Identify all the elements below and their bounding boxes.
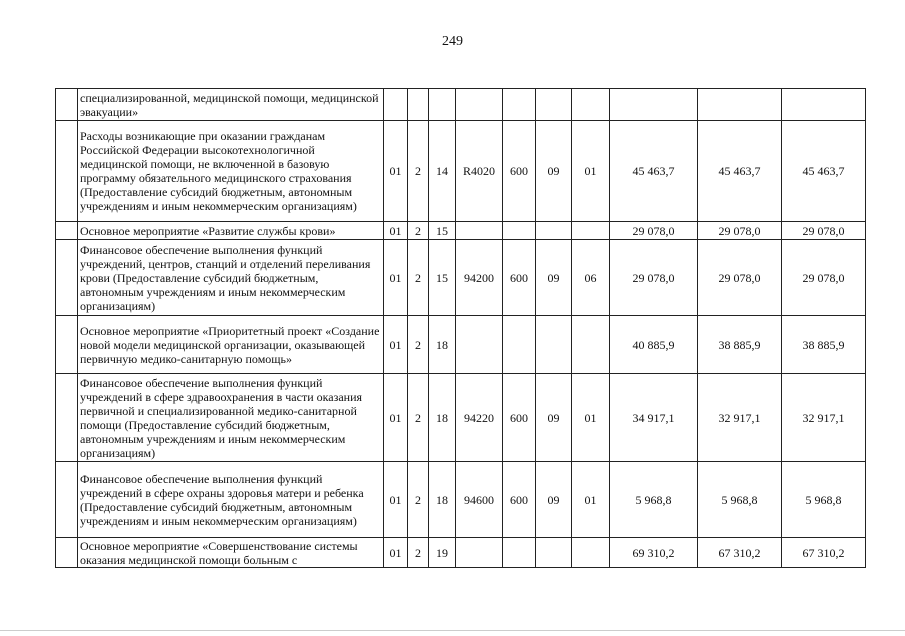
code-direction [456, 89, 503, 121]
code-subsection [572, 316, 610, 374]
code-expense-type [503, 222, 536, 240]
amount-year-2: 29 078,0 [698, 240, 782, 316]
amount-year-2: 67 310,2 [698, 538, 782, 568]
row-marker-cell [56, 462, 78, 538]
page-bottom-edge [0, 630, 905, 631]
amount-year-3: 38 885,9 [782, 316, 866, 374]
code-expense-type: 600 [503, 462, 536, 538]
code-subprogram: 2 [408, 240, 429, 316]
code-direction [456, 222, 503, 240]
code-activity [429, 89, 456, 121]
code-subprogram: 2 [408, 121, 429, 222]
code-ministry: 01 [384, 121, 408, 222]
code-subsection: 01 [572, 462, 610, 538]
code-expense-type: 600 [503, 240, 536, 316]
code-direction [456, 316, 503, 374]
code-expense-type: 600 [503, 121, 536, 222]
table-row [56, 222, 866, 240]
table-row [56, 240, 866, 316]
code-section [536, 222, 572, 240]
row-marker-cell [56, 89, 78, 121]
row-marker-cell [56, 121, 78, 222]
code-section: 09 [536, 240, 572, 316]
code-section [536, 538, 572, 568]
amount-year-1 [610, 89, 698, 121]
code-ministry: 01 [384, 374, 408, 462]
amount-year-2: 5 968,8 [698, 462, 782, 538]
amount-year-1: 29 078,0 [610, 222, 698, 240]
table-row [56, 538, 866, 568]
item-name: Расходы возникающие при оказании гражданам Российской Федерации высокотехнологичной медицинской помощи, не включенной в базовую программу обязательного медицинского страхования (Предоставление субсидий бюджетным, автономным учреждениям и иным некоммерческим организациям) [78, 121, 384, 222]
row-marker-cell [56, 374, 78, 462]
table-row [56, 374, 866, 462]
code-direction: 94200 [456, 240, 503, 316]
amount-year-1: 29 078,0 [610, 240, 698, 316]
code-direction [456, 538, 503, 568]
page-number: 249 [442, 34, 463, 49]
code-activity: 18 [429, 374, 456, 462]
amount-year-3: 67 310,2 [782, 538, 866, 568]
code-subprogram: 2 [408, 538, 429, 568]
code-ministry: 01 [384, 222, 408, 240]
code-subprogram: 2 [408, 222, 429, 240]
code-expense-type: 600 [503, 374, 536, 462]
code-subsection [572, 89, 610, 121]
code-activity: 14 [429, 121, 456, 222]
code-expense-type [503, 316, 536, 374]
code-ministry: 01 [384, 240, 408, 316]
item-name: специализированной, медицинской помощи, медицинской эвакуации» [78, 89, 384, 121]
code-section [536, 316, 572, 374]
amount-year-1: 69 310,2 [610, 538, 698, 568]
code-subsection: 06 [572, 240, 610, 316]
item-name: Финансовое обеспечение выполнения функций учреждений, центров, станций и отделений переливания крови (Предоставление субсидий бюджетным, автономным учреждениям и иным некоммерческим организациям) [78, 240, 384, 316]
code-section [536, 89, 572, 121]
code-ministry [384, 89, 408, 121]
code-ministry: 01 [384, 316, 408, 374]
code-activity: 18 [429, 316, 456, 374]
amount-year-1: 5 968,8 [610, 462, 698, 538]
row-marker-cell [56, 240, 78, 316]
code-section: 09 [536, 121, 572, 222]
code-subsection: 01 [572, 121, 610, 222]
item-name: Финансовое обеспечение выполнения функций учреждений в сфере охраны здоровья матери и ребенка (Предоставление субсидий бюджетным, автономным учреждениям и иным некоммерческим организациям) [78, 462, 384, 538]
item-name: Основное мероприятие «Приоритетный проект «Создание новой модели медицинской организации, оказывающей первичную медико-санитарную помощь» [78, 316, 384, 374]
code-activity: 15 [429, 240, 456, 316]
amount-year-3: 45 463,7 [782, 121, 866, 222]
code-direction: 94220 [456, 374, 503, 462]
amount-year-3 [782, 89, 866, 121]
code-direction: R4020 [456, 121, 503, 222]
table-row [56, 89, 866, 121]
item-name: Финансовое обеспечение выполнения функций учреждений в сфере здравоохранения в части оказания первичной и специализированной медико-санитарной помощи (Предоставление субсидий бюджетным, автономным учреждениям и иным некоммерческим организациям) [78, 374, 384, 462]
budget-table [55, 88, 866, 568]
amount-year-2: 45 463,7 [698, 121, 782, 222]
amount-year-2: 32 917,1 [698, 374, 782, 462]
item-name: Основное мероприятие «Развитие службы крови» [78, 222, 384, 240]
amount-year-3: 32 917,1 [782, 374, 866, 462]
code-direction: 94600 [456, 462, 503, 538]
code-ministry: 01 [384, 538, 408, 568]
item-name: Основное мероприятие «Совершенствование системы оказания медицинской помощи больным с [78, 538, 384, 568]
row-marker-cell [56, 316, 78, 374]
code-expense-type [503, 89, 536, 121]
code-subprogram: 2 [408, 374, 429, 462]
code-expense-type [503, 538, 536, 568]
code-section: 09 [536, 462, 572, 538]
code-activity: 18 [429, 462, 456, 538]
code-activity: 15 [429, 222, 456, 240]
row-marker-cell [56, 538, 78, 568]
code-subsection: 01 [572, 374, 610, 462]
code-ministry: 01 [384, 462, 408, 538]
amount-year-1: 45 463,7 [610, 121, 698, 222]
amount-year-1: 40 885,9 [610, 316, 698, 374]
table-row [56, 462, 866, 538]
code-subsection [572, 222, 610, 240]
amount-year-2: 29 078,0 [698, 222, 782, 240]
amount-year-3: 29 078,0 [782, 240, 866, 316]
amount-year-2 [698, 89, 782, 121]
code-subsection [572, 538, 610, 568]
code-subprogram [408, 89, 429, 121]
amount-year-1: 34 917,1 [610, 374, 698, 462]
table-row [56, 121, 866, 222]
code-subprogram: 2 [408, 462, 429, 538]
code-section: 09 [536, 374, 572, 462]
amount-year-2: 38 885,9 [698, 316, 782, 374]
amount-year-3: 5 968,8 [782, 462, 866, 538]
code-subprogram: 2 [408, 316, 429, 374]
code-activity: 19 [429, 538, 456, 568]
amount-year-3: 29 078,0 [782, 222, 866, 240]
table-row [56, 316, 866, 374]
row-marker-cell [56, 222, 78, 240]
